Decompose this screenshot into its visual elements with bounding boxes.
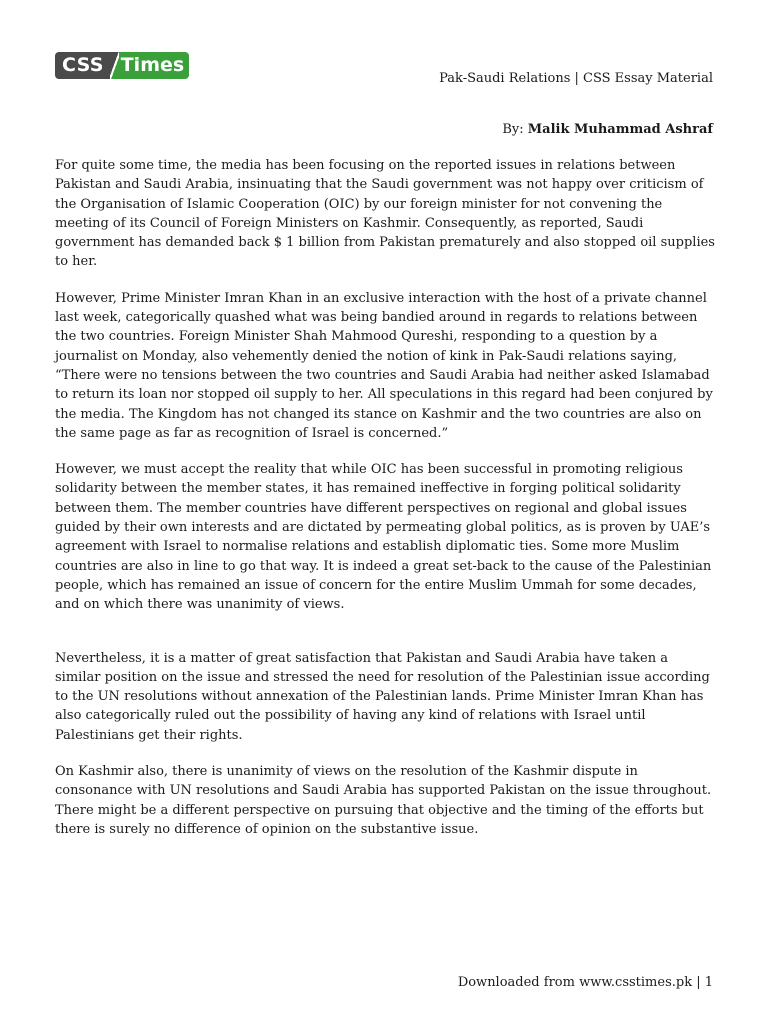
byline-prefix: By: [502, 122, 528, 137]
paragraph-4: Nevertheless, it is a matter of great satisfaction that Pakistan and Saudi Arabia have taken a similar position on the issue and stressed the need for resolution of the Palestinian issue according to the UN resolutions without annexation of the Palestinian lands. Prime Minister Imran Khan has also categorically ruled out the possibility of having any kind of relations with Israel until Palestinians get their rights. [55, 650, 710, 743]
paragraph-1: For quite some time, the media has been focusing on the reported issues in relations between Pakistan and Saudi Arabia, insinuating that the Saudi government was not happy over criticism of the Organisation of Islamic Cooperation (OIC) by our foreign minister for not convening the meeting of its Council of Foreign Ministers on Kashmir. Consequently, as reported, Saudi government has demanded back $ 1 billion from Pakistan prematurely and also stopped oil supplies to her. [55, 158, 715, 270]
logo-slash-divider [110, 52, 119, 79]
author-byline [502, 121, 713, 139]
paragraph-3: However, we must accept the reality that while OIC has been successful in promoting religious solidarity between the member states, it has remained ineffective in forging political solidarity between them. The member countries have different perspectives on regional and global issues guided by their own interests and are dictated by permeating global politics, as is proven by UAE’s agreement with Israel to normalise relations and establish diplomatic ties. Some more Muslim countries are also in line to go that way. It is indeed a great set-back to the cause of the Palestinian people, which has remained an issue of concern for the entire Muslim Ummah for some decades, and on which there was unanimity of views. [55, 462, 712, 613]
logo-css-text: CSS [55, 52, 110, 79]
document-header-title: Pak-Saudi Relations | CSS Essay Material [439, 71, 713, 86]
logo-times-text: Times [119, 52, 189, 79]
paragraph-5: On Kashmir also, there is unanimity of views on the resolution of the Kashmir dispute in consonance with UN resolutions and Saudi Arabia has supported Pakistan on the issue throughout. There might be a different perspective on pursuing that objective and the timing of the efforts but there is surely no difference of opinion on the substantive issue. [55, 764, 712, 837]
author-name: Malik Muhammad Ashraf [527, 122, 713, 137]
paragraph-2: However, Prime Minister Imran Khan in an exclusive interaction with the host of a private channel last week, categorically quashed what was being bandied around in regards to relations between the two countries. Foreign Minister Shah Mahmood Qureshi, responding to a question by a journalist on Monday, also vehemently denied the notion of kink in Pak-Saudi relations saying, “There were no tensions between the two countries and Saudi Arabia had neither asked Islamabad to return its loan nor stopped oil supply to her. All speculations in this regard had been conjured by the media. The Kingdom has not changed its stance on Kashmir and the two countries are also on the same page as far as recognition of Israel is concerned.” [55, 290, 713, 441]
csstimes-logo [55, 52, 189, 79]
page-footer-download-note: Downloaded from www.csstimes.pk | 1 [457, 975, 713, 990]
article-body [55, 156, 715, 839]
